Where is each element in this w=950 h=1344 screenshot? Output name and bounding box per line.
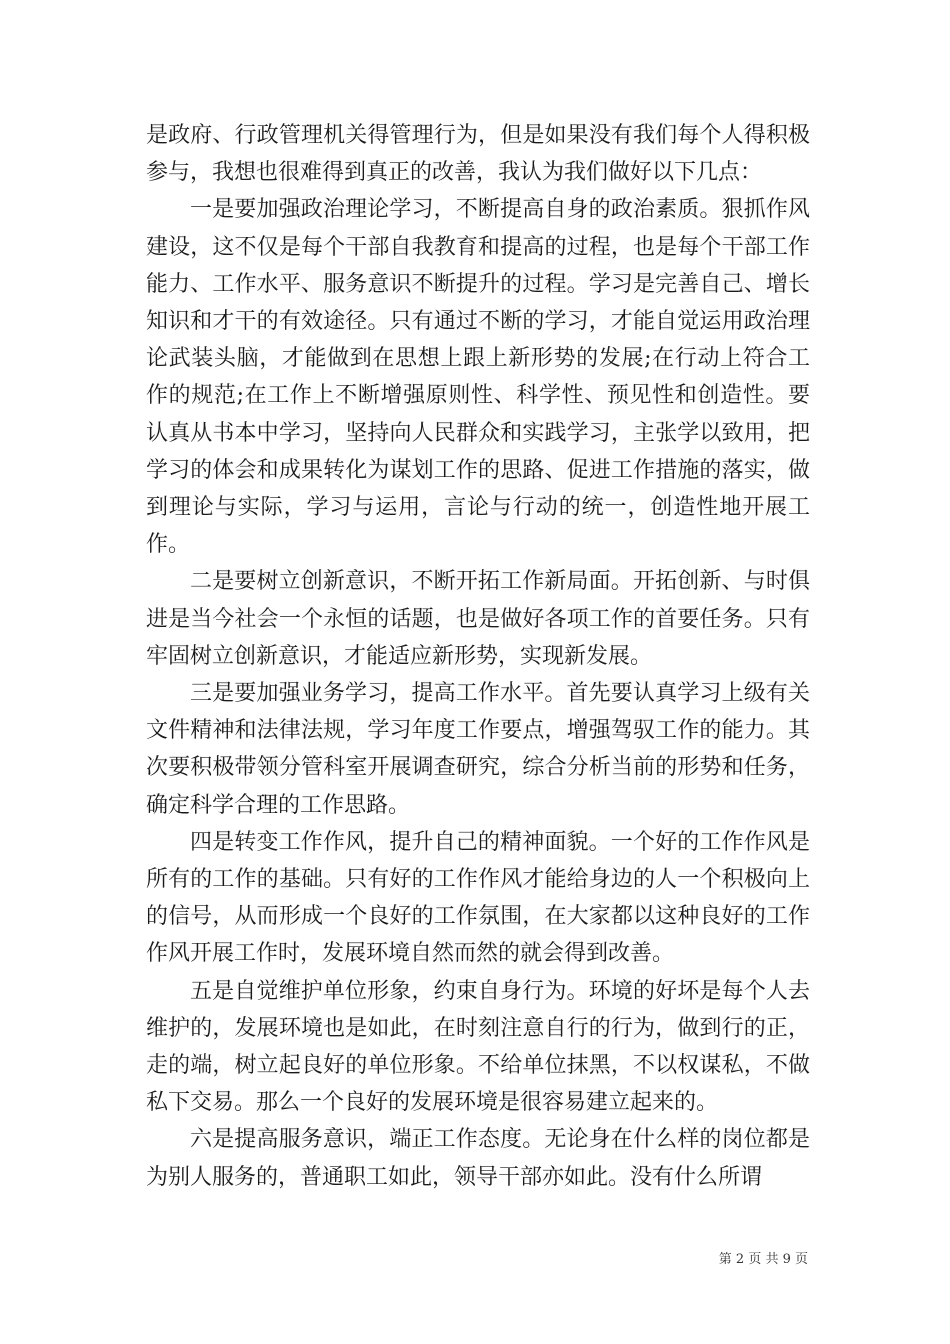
paragraph-point-6: 六是提高服务意识，端正工作态度。无论身在什么样的岗位都是为别人服务的，普通职工如此，领导干部亦如此。没有什么所谓 [146, 1127, 810, 1190]
paragraph-point-3: 三是要加强业务学习，提高工作水平。首先要认真学习上级有关文件精神和法律法规，学习年度工作要点，增强驾驭工作的能力。其次要积极带领分管科室开展调查研究，综合分析当前的形势和任务，确定科学合理的工作思路。 [146, 681, 810, 818]
paragraph-continuation: 是政府、行政管理机关得管理行为，但是如果没有我们每个人得积极参与，我想也很难得到真正的改善，我认为我们做好以下几点： [146, 123, 810, 186]
paragraph-point-4: 四是转变工作作风，提升自己的精神面貌。一个好的工作作风是所有的工作的基础。只有好的工作作风才能给身边的人一个积极向上的信号，从而形成一个良好的工作氛围，在大家都以这种良好的工作作风开展工作时，发展环境自然而然的就会得到改善。 [146, 829, 810, 967]
document-body [146, 117, 810, 1196]
paragraph-point-2: 二是要树立创新意识，不断开拓工作新局面。开拓创新、与时俱进是当今社会一个永恒的话题，也是做好各项工作的首要任务。只有牢固树立创新意识，才能适应新形势，实现新发展。 [146, 569, 810, 669]
paragraph-point-1: 一是要加强政治理论学习，不断提高自身的政治素质。狠抓作风建设，这不仅是每个干部自我教育和提高的过程，也是每个干部工作能力、工作水平、服务意识不断提升的过程。学习是完善自己、增长知识和才干的有效途径。只有通过不断的学习，才能自觉运用政治理论武装头脑，才能做到在思想上跟上新形势的发展;在行动上符合工作的规范;在工作上不断增强原则性、科学性、预见性和创造性。要认真从书本中学习，坚持向人民群众和实践学习，主张学以致用，把学习的体会和成果转化为谋划工作的思路、促进工作措施的落实，做到理论与实际，学习与运用，言论与行动的统一，创造性地开展工作。 [146, 197, 810, 558]
paragraph-point-5: 五是自觉维护单位形象，约束自身行为。环境的好坏是每个人去维护的，发展环境也是如此，在时刻注意自行的行为，做到行的正，走的端，树立起良好的单位形象。不给单位抹黑，不以权谋私，不做私下交易。那么一个良好的发展环境是很容易建立起来的。 [146, 978, 810, 1116]
page-number-footer: 第 2 页 共 9 页 [718, 1252, 808, 1267]
